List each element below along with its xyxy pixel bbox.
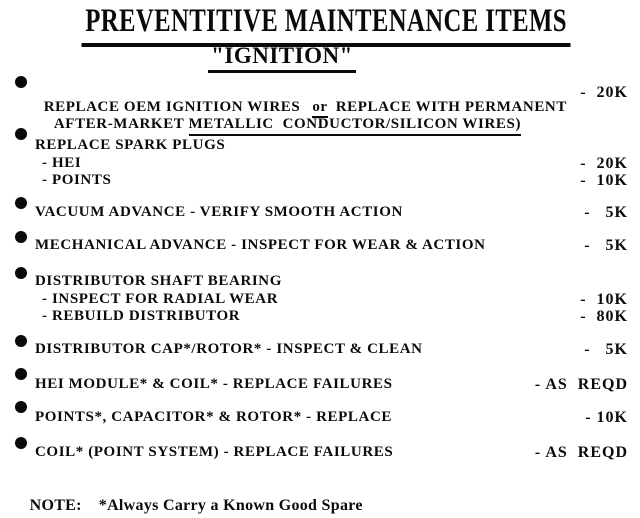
item-interval-value: - 20K — [580, 84, 628, 101]
item-interval-value: - 5K — [584, 341, 628, 358]
item-text-underlined: METALLIC CONDUCTOR/SILICON WIRES) — [189, 117, 522, 136]
bullet-icon — [15, 76, 27, 88]
item-interval-value: - 10K — [580, 172, 628, 189]
page-header — [0, 3, 567, 47]
sub-item-text: - INSPECT FOR RADIAL WEAR — [42, 291, 279, 307]
sub-item-text: - HEI — [42, 155, 82, 171]
item-text: REPLACE OEM IGNITION WIRES — [43, 99, 301, 115]
item-interval-value: - AS REQD — [534, 376, 628, 393]
bullet-icon — [15, 401, 27, 413]
maintenance-item-text: POINTS*, CAPACITOR* & ROTOR* - REPLACE — [35, 409, 392, 425]
bullet-icon — [15, 335, 27, 347]
bullet-icon — [15, 267, 27, 279]
maintenance-item-text — [46, 102, 521, 136]
note-text: *Always Carry a Known Good Spare — [98, 497, 363, 514]
item-interval-value: - 5K — [584, 237, 628, 254]
bullet-icon — [15, 128, 27, 140]
item-interval-value: - 5K — [584, 204, 628, 221]
page-subheader — [0, 43, 564, 73]
page-subtitle: "IGNITION" — [208, 43, 356, 73]
bullet-icon — [15, 437, 27, 449]
maintenance-item-text: DISTRIBUTOR SHAFT BEARING — [35, 273, 283, 289]
item-conjunction: or — [312, 100, 327, 118]
note-label: NOTE: — [29, 497, 82, 514]
sub-item-text: - REBUILD DISTRIBUTOR — [42, 308, 241, 324]
maintenance-item-text: HEI MODULE* & COIL* - REPLACE FAILURES — [35, 376, 393, 392]
bullet-icon — [15, 197, 27, 209]
sub-item-text: - POINTS — [42, 172, 112, 188]
item-interval-value: - 10K — [580, 291, 628, 308]
item-text: AFTER-MARKET — [53, 116, 189, 132]
note — [21, 483, 363, 513]
item-text: REPLACE WITH PERMANENT — [335, 99, 567, 115]
maintenance-item-text: DISTRIBUTOR CAP*/ROTOR* - INSPECT & CLEAN — [35, 341, 423, 357]
item-interval-value: - 80K — [580, 308, 628, 325]
bullet-icon — [15, 231, 27, 243]
maintenance-item-text: REPLACE SPARK PLUGS — [35, 137, 226, 153]
maintenance-item-text: VACUUM ADVANCE - VERIFY SMOOTH ACTION — [35, 204, 403, 220]
maintenance-item-text: COIL* (POINT SYSTEM) - REPLACE FAILURES — [35, 444, 394, 460]
item-interval-value: - 10K — [585, 409, 628, 426]
item-interval-value: - 20K — [580, 155, 628, 172]
bullet-icon — [15, 368, 27, 380]
maintenance-item-text: MECHANICAL ADVANCE - INSPECT FOR WEAR & ACTION — [35, 237, 486, 253]
item-interval-value: - AS REQD — [534, 444, 628, 461]
page-title: PREVENTITIVE MAINTENANCE ITEMS — [82, 3, 571, 47]
